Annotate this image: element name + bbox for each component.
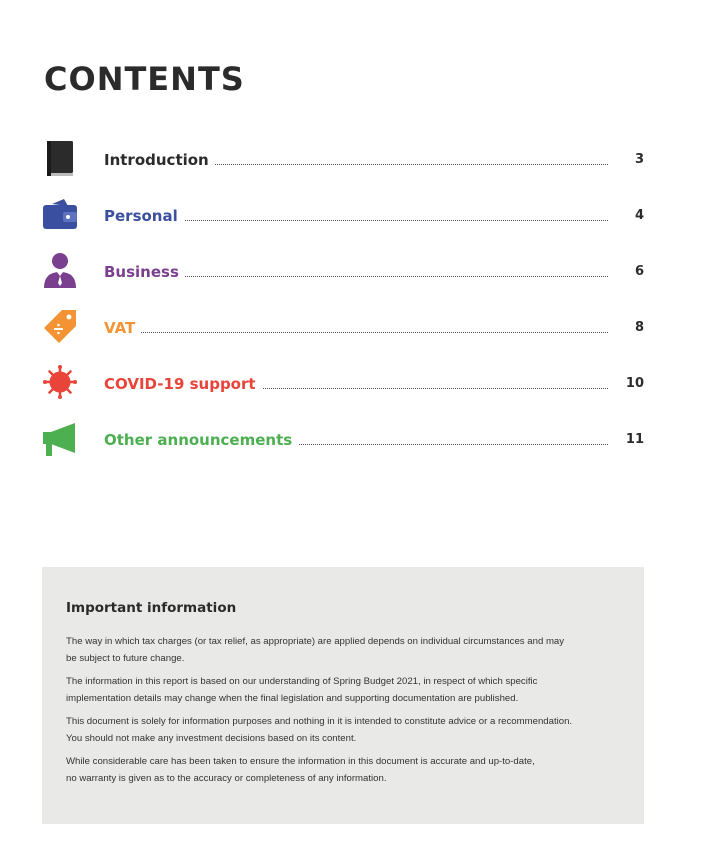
toc-entry-other-announcements[interactable] [42, 420, 646, 476]
toc-label-introduction: Introduction [104, 151, 215, 169]
info-line: no warranty is given as to the accuracy or completeness of any information. [66, 773, 387, 784]
toc-label-other-announcements: Other announcements [104, 431, 298, 449]
table-of-contents [42, 140, 646, 476]
price-tag-icon [42, 308, 78, 346]
toc-page-number: 3 [634, 152, 644, 167]
info-line: implementation details may change when the final legislation and supporting documentation are published. [66, 693, 519, 704]
toc-leader-dots [104, 332, 608, 333]
toc-entry-covid-19-support[interactable] [42, 364, 646, 420]
info-paragraph [66, 673, 620, 707]
toc-page-number: 6 [634, 264, 644, 279]
page-title: CONTENTS [44, 60, 245, 98]
toc-label-covid-19-support: COVID-19 support [104, 375, 262, 393]
wallet-icon [42, 196, 78, 234]
info-line: While considerable care has been taken to ensure the information in this document is accurate and up-to-date, [66, 756, 535, 767]
info-line: You should not make any investment decisions based on its content. [66, 733, 357, 744]
info-paragraph [66, 633, 620, 667]
megaphone-icon [42, 420, 78, 458]
toc-entry-personal[interactable] [42, 196, 646, 252]
book-icon [42, 140, 78, 178]
info-line: The way in which tax charges (or tax relief, as appropriate) are applied depends on individual circumstances and may [66, 636, 565, 647]
info-line: The information in this report is based on our understanding of Spring Budget 2021, in respect of which specific [66, 676, 538, 687]
important-information-heading: Important information [66, 600, 237, 616]
toc-label-personal: Personal [104, 207, 184, 225]
toc-entry-introduction[interactable] [42, 140, 646, 196]
info-line: This document is solely for information purposes and nothing in it is intended to constitute advice or a recommendation. [66, 716, 573, 727]
businessperson-icon [42, 252, 78, 290]
toc-page-number: 4 [634, 208, 644, 223]
info-paragraph [66, 753, 620, 787]
toc-page-number: 11 [625, 432, 644, 447]
virus-icon [42, 364, 78, 402]
toc-label-business: Business [104, 263, 185, 281]
info-line: be subject to future change. [66, 653, 185, 664]
toc-entry-vat[interactable] [42, 308, 646, 364]
toc-page-number: 8 [634, 320, 644, 335]
important-information-box [42, 567, 644, 824]
toc-label-vat: VAT [104, 319, 141, 337]
toc-page-number: 10 [625, 376, 644, 391]
toc-entry-business[interactable] [42, 252, 646, 308]
info-paragraph [66, 713, 620, 747]
